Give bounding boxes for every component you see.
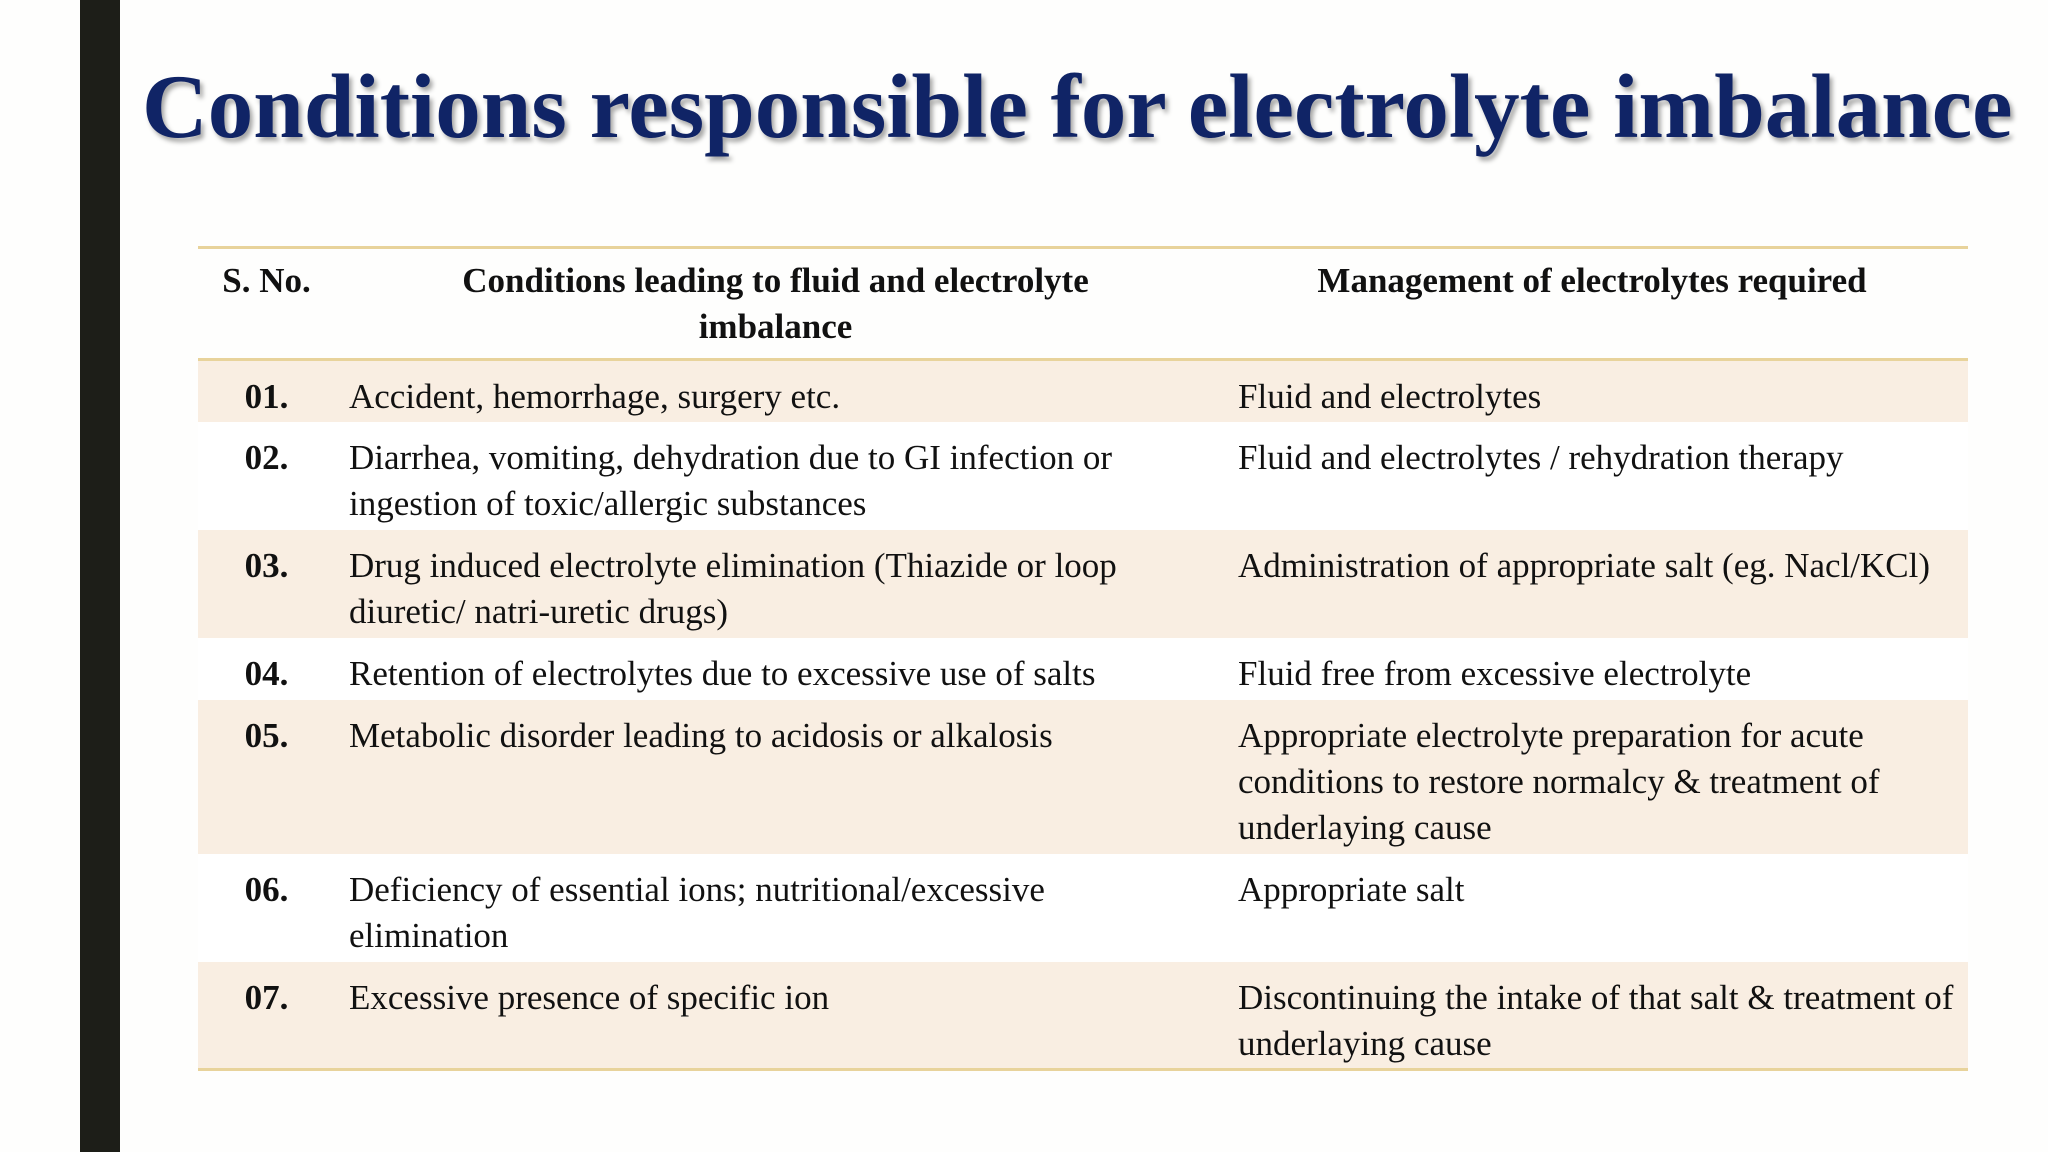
table-row [198,530,1968,638]
row-management: Fluid and electrolytes [1238,377,1542,416]
row-sno: 07. [244,977,289,1017]
row-sno: 05. [244,715,289,755]
electrolyte-table [198,246,1968,1071]
header-management: Management of electrolytes required [1317,261,1867,300]
row-management: Fluid free from excessive electrolyte [1238,653,1752,693]
row-management: Appropriate salt [1238,869,1465,909]
row-condition: Diarrhea, vomiting, dehydration due to GI infection or ingestion of toxic/allergic substances [349,437,1112,523]
row-management: Fluid and electrolytes / rehydration therapy [1238,437,1844,477]
header-conditions: Conditions leading to fluid and electrolyte imbalance [462,261,1089,346]
row-sno: 04. [244,653,289,693]
row-condition: Excessive presence of specific ion [349,977,830,1017]
header-sno: S. No. [222,261,311,300]
table-row [198,360,1968,422]
table-row [198,700,1968,854]
row-condition: Deficiency of essential ions; nutritional/excessive elimination [349,869,1045,955]
row-condition: Accident, hemorrhage, surgery etc. [349,377,841,416]
row-condition: Drug induced electrolyte elimination (Thiazide or loop diuretic/ natri-uretic drugs) [349,545,1117,631]
table-row [198,962,1968,1070]
table-row [198,638,1968,700]
table-header-row [198,248,1968,360]
row-condition: Retention of electrolytes due to excessive use of salts [349,653,1096,693]
row-sno: 03. [244,545,289,585]
electrolyte-table-container [198,246,1968,1071]
row-management: Administration of appropriate salt (eg. Nacl/KCl) [1238,545,1931,585]
row-management: Discontinuing the intake of that salt & treatment of underlaying cause [1238,977,1954,1063]
row-sno: 01. [244,377,289,416]
slide-title: Conditions responsible for electrolyte imbalance [142,56,2013,157]
row-condition: Metabolic disorder leading to acidosis or alkalosis [349,715,1053,755]
table-row [198,422,1968,530]
row-sno: 06. [244,869,289,909]
left-accent-bar [80,0,120,1152]
table-row [198,854,1968,962]
row-sno: 02. [244,437,289,477]
row-management: Appropriate electrolyte preparation for acute conditions to restore normalcy & treatment of underlaying cause [1238,715,1880,847]
